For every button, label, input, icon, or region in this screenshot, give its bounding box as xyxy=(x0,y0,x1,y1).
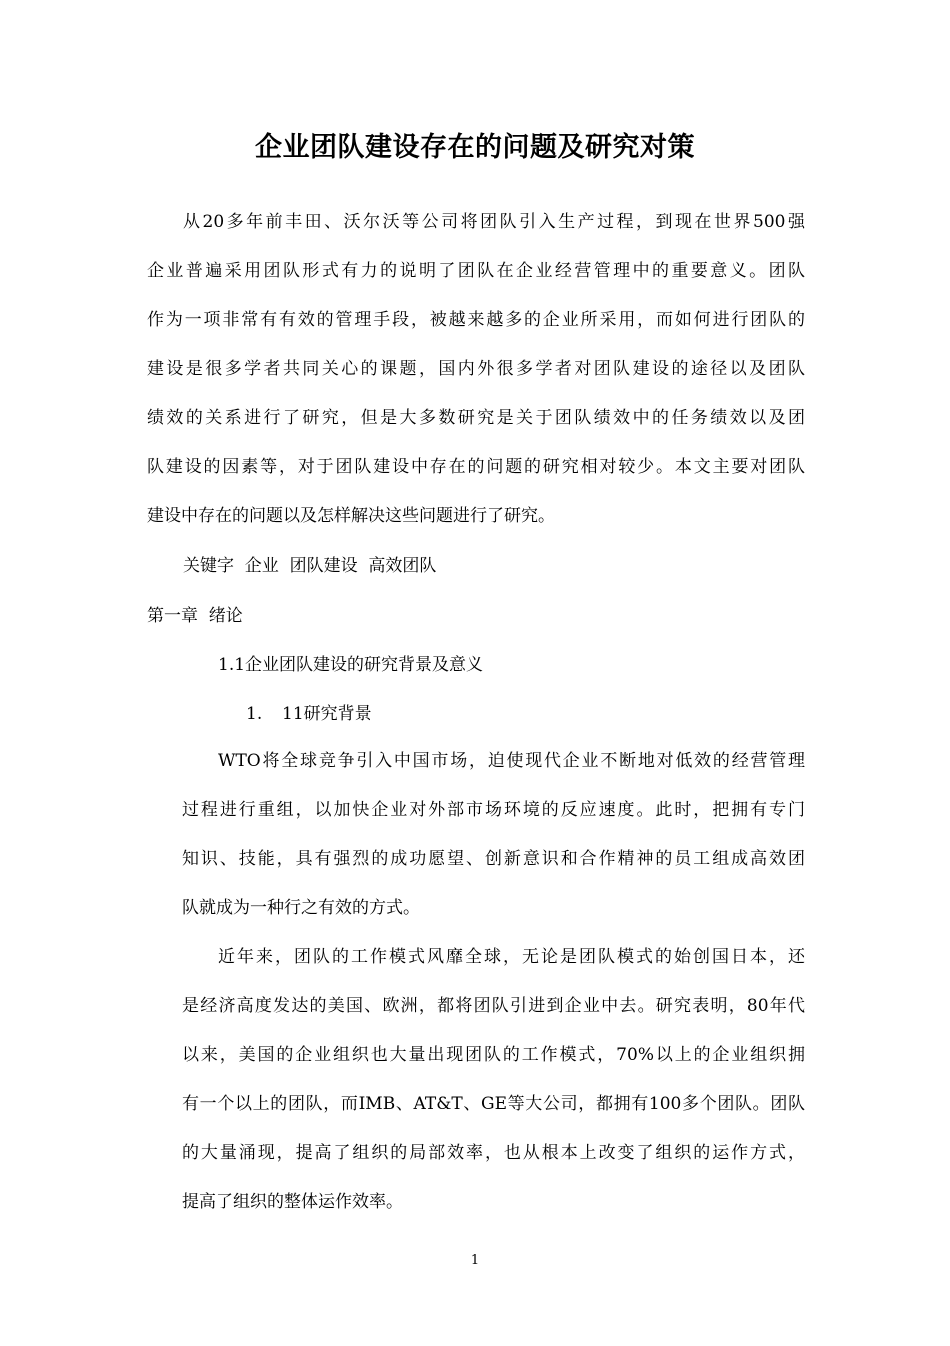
document-title: 企业团队建设存在的问题及研究对策 xyxy=(255,132,695,163)
paragraph-line: 以来，美国的企业组织也大量出现团队的工作模式，70%以上的企业组织拥 xyxy=(182,1045,805,1065)
keywords: 关键字 企业 团队建设 高效团队 xyxy=(183,556,437,576)
subsection-number: 1. xyxy=(246,704,263,724)
abstract-line: 建设中存在的问题以及怎样解决这些问题进行了研究。 xyxy=(147,506,555,526)
section-heading: 1.1企业团队建设的研究背景及意义 xyxy=(218,655,484,675)
paragraph-line: 是经济高度发达的美国、欧洲，都将团队引进到企业中去。研究表明，80年代 xyxy=(182,996,805,1016)
paragraph-line: 有一个以上的团队，而IMB、AT&T、GE等大公司，都拥有100多个团队。团队 xyxy=(182,1094,805,1114)
paragraph-line: 提高了组织的整体运作效率。 xyxy=(182,1192,403,1212)
paragraph-line: WTO将全球竞争引入中国市场，迫使现代企业不断地对低效的经营管理 xyxy=(218,751,805,771)
paragraph-line: 的大量涌现，提高了组织的局部效率，也从根本上改变了组织的运作方式， xyxy=(182,1143,805,1163)
subsection-title: 11研究背景 xyxy=(282,704,372,724)
abstract-line: 企业普遍采用团队形式有力的说明了团队在企业经营管理中的重要意义。团队 xyxy=(147,261,805,281)
abstract-line: 队建设的因素等，对于团队建设中存在的问题的研究相对较少。本文主要对团队 xyxy=(147,457,805,477)
abstract-line: 从20多年前丰田、沃尔沃等公司将团队引入生产过程，到现在世界500强 xyxy=(183,212,805,232)
paragraph-line: 近年来，团队的工作模式风靡全球，无论是团队模式的始创国日本，还 xyxy=(218,947,805,967)
abstract-line: 作为一项非常有有效的管理手段，被越来越多的企业所采用，而如何进行团队的 xyxy=(147,310,805,330)
paragraph-line: 知识、技能，具有强烈的成功愿望、创新意识和合作精神的员工组成高效团 xyxy=(182,849,805,869)
page-number: 1 xyxy=(470,1253,480,1268)
paragraph-line: 过程进行重组，以加快企业对外部市场环境的反应速度。此时，把拥有专门 xyxy=(182,800,805,820)
abstract-line: 绩效的关系进行了研究，但是大多数研究是关于团队绩效中的任务绩效以及团 xyxy=(147,408,805,428)
abstract-line: 建设是很多学者共同关心的课题，国内外很多学者对团队建设的途径以及团队 xyxy=(147,359,805,379)
paragraph-line: 队就成为一种行之有效的方式。 xyxy=(182,898,420,918)
chapter-heading: 第一章 绪论 xyxy=(147,606,243,626)
